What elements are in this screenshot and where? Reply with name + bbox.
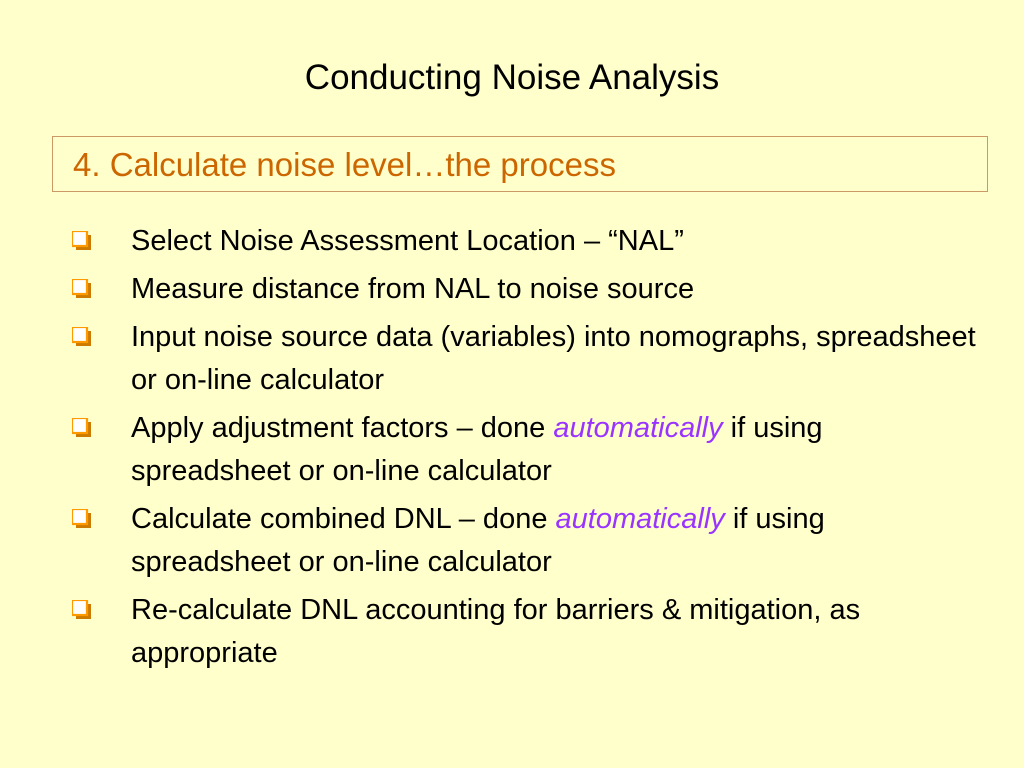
hollow-square-bullet-icon bbox=[72, 279, 91, 298]
bullet-text-5-before: Calculate combined DNL – done bbox=[131, 503, 556, 535]
bullet-text-3: Input noise source data (variables) into nomographs, spreadsheet or on-line calculator bbox=[131, 321, 976, 396]
bullet-item-5 bbox=[70, 498, 980, 584]
bullet-text-2: Measure distance from NAL to noise source bbox=[131, 273, 695, 305]
hollow-square-bullet-icon bbox=[72, 600, 91, 619]
bullet-item-2 bbox=[70, 268, 980, 311]
bullet-item-3 bbox=[70, 316, 980, 402]
bullet-text-4-before: Apply adjustment factors – done bbox=[131, 412, 554, 444]
subtitle-text: 4. Calculate noise level…the process bbox=[73, 146, 616, 183]
bullet-text-6: Re-calculate DNL accounting for barriers & mitigation, as appropriate bbox=[131, 594, 861, 669]
hollow-square-bullet-icon bbox=[72, 327, 91, 346]
bullet-item-6 bbox=[70, 589, 980, 675]
bullet-list bbox=[70, 220, 980, 680]
subtitle-box bbox=[52, 136, 988, 192]
bullet-text-5-after: if using spreadsheet or on-line calculator bbox=[131, 503, 825, 578]
slide-title: Conducting Noise Analysis bbox=[304, 58, 720, 97]
bullet-text-4-after: if using spreadsheet or on-line calculator bbox=[131, 412, 823, 487]
bullet-item-4 bbox=[70, 407, 980, 493]
hollow-square-bullet-icon bbox=[72, 418, 91, 437]
hollow-square-bullet-icon bbox=[72, 509, 91, 528]
bullet-text-5-emphasis: automatically bbox=[555, 503, 725, 535]
hollow-square-bullet-icon bbox=[72, 231, 91, 250]
bullet-item-1 bbox=[70, 220, 980, 263]
bullet-text-1: Select Noise Assessment Location – “NAL” bbox=[131, 225, 684, 257]
bullet-text-4-emphasis: automatically bbox=[553, 412, 723, 444]
